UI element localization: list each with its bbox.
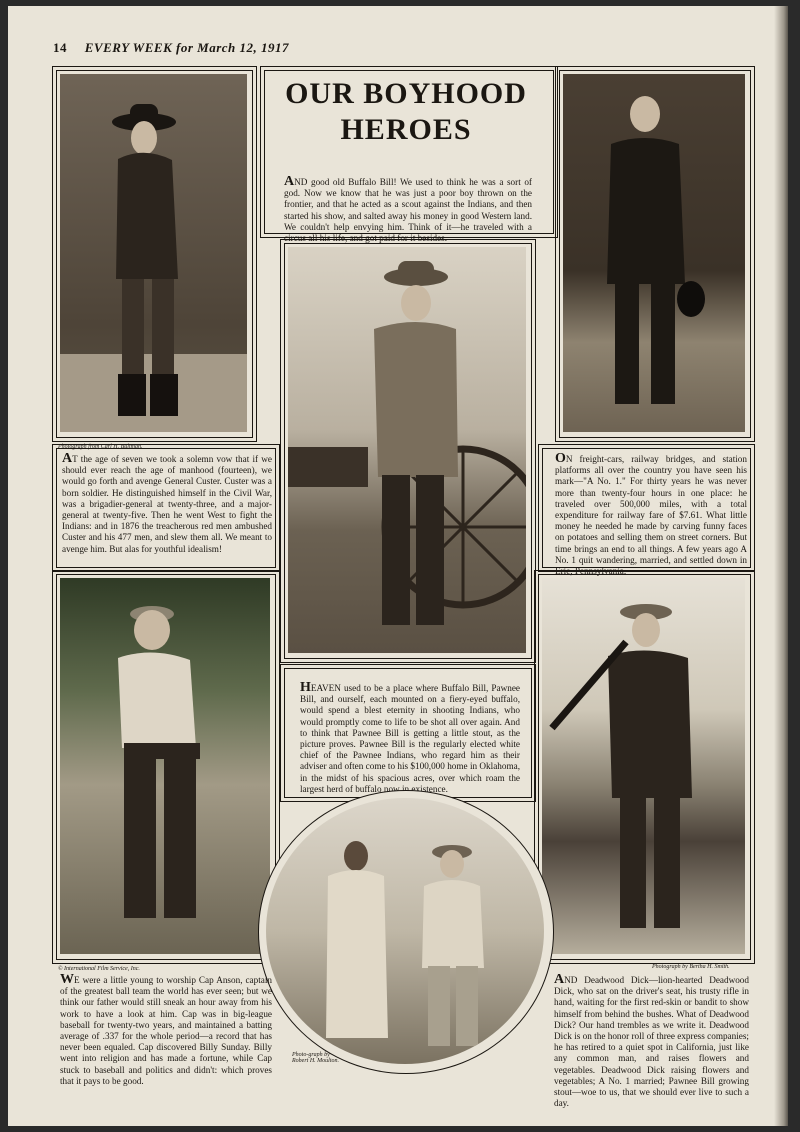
drop-cap: A (284, 174, 295, 189)
buffalo-bill-photo (288, 247, 526, 653)
drop-cap: W (60, 972, 74, 987)
magazine-page (8, 6, 788, 1126)
pawnee-bill-paragraph (300, 682, 520, 795)
custer-photo (60, 74, 247, 432)
paragraph-body: E were a little young to worship Cap Anson, captain of the greatest ball team the world has ever seen; but we think our father would still sneak an hour away from his work to have a look at him. Cap was in big-league baseball for twenty-two years, and maintained a batting average of .337 for the whole period—a record that has never been equaled. Cap discovered Billy Sunday. Billy went into religion and has made a fortune, while Cap stuck to baseball and politics and didn't: which proves that it pays to be good. (60, 975, 272, 1086)
paragraph-body: T the age of seven we took a solemn vow that if we should ever reach the age of manhood (fourteen), we would go forth and avenge General Custer. Custer was a born soldier. He distinguished himself in the Civil War, was a brigadier-general at twenty-three, and a major-general at twenty-five. Then he went West to fight the Indians: and in 1876 the treacherous red men ambushed Custer and his 477 men, and slew them all. We meant to avenge him. But alas for youthful idealism! (62, 454, 272, 554)
title-line-1: OUR BOYHOOD (285, 77, 527, 110)
custer-photo-credit: Photograph from Carl H. Bultman. (58, 444, 143, 450)
page-spine-shadow (774, 6, 788, 1126)
custer-figure (60, 74, 247, 432)
page-number: 14 (53, 40, 67, 55)
issue-date: for March 12, 1917 (176, 40, 290, 55)
magazine-name: EVERY WEEK (84, 40, 173, 55)
paragraph-body: ND Deadwood Dick—lion-hearted Deadwood Dick, who sat on the driver's seat, his trusty rifle in hand, waiting for the first red-skin or bandit to show himself from behind the bushes. What of Deadwood Dick? Our hand trembles as we write it. Deadwood Dick is on the honor roll of three express companies; he has retired to a quiet spot in California, just like any common man, and raises flowers and vegetables. Deadwood Dick raising flowers and vegetables; A No. 1 married; Pawnee Bill growing stout—woe to us, that we should ever live to such a day. (554, 975, 749, 1109)
paragraph-body: EAVEN used to be a place where Buffalo Bill, Pawnee Bill, and ourself, each mounted on a fiery-eyed buffalo, would spend a blest eternity in shooting Indians, who would promptly come to life to be shot all over again. And to think that Pawnee Bill is getting a little stout, as the picture proves. Pawnee Bill is the regularly elected white chief of the Pawnee Indians, who regard him as their adviser and often come to his $100,000 home in Oklahoma, in the midst of his spacious acres, over which roam the largest herd of buffalo now in existence. (300, 683, 520, 794)
pawnee-bill-photo (266, 798, 544, 1064)
pawnee-photo-credit: Photo-graph by Robert H. Moulton. (292, 1052, 339, 1064)
cap-anson-photo (60, 578, 270, 954)
drop-cap: O (555, 451, 566, 466)
deadwood-dick-photo (542, 578, 745, 954)
buffalo-bill-figure (288, 247, 526, 653)
pawnee-bill-figure (266, 798, 544, 1064)
page-header (53, 40, 289, 56)
custer-paragraph (62, 453, 272, 555)
deadwood-dick-figure (542, 578, 745, 954)
drop-cap: A (62, 451, 73, 466)
cap-anson-figure (60, 578, 270, 954)
paragraph-body: ND good old Buffalo Bill! We used to think he was a sort of god. Now we know that he was just a poor boy thrown on the frontier, and that he acted as a scout against the Indians, and then started his show, and salted away his money in good Western land. We couldn't help envying him. Think of it—he traveled with a circus all his life, and got paid for it besides. (284, 177, 532, 244)
deadwood-photo-credit: Photograph by Bertha H. Smith. (652, 964, 730, 970)
drop-cap: H (300, 680, 311, 695)
a-no-1-figure (563, 74, 745, 432)
cap-anson-photo-credit: © International Film Service, Inc. (58, 966, 140, 972)
title-line-2: HEROES (340, 113, 472, 146)
paragraph-body: N freight-cars, railway bridges, and station platforms all over the country you have seen his mark—"A No. 1." For thirty years he was never more than twenty-four hours in one place: he traveled over 500,000 miles, with a total expenditure for railway fare of $7.61. What little money he needed he made by carving funny faces on potatoes and selling them on street corners. But time brings an end to all things. A few years ago A No. 1 quit wandering, married, and settled down in Erie, Pennsylvania. (555, 454, 747, 577)
drop-cap: A (554, 972, 565, 987)
buffalo-bill-paragraph (284, 176, 532, 244)
a-no-1-paragraph (555, 453, 747, 577)
deadwood-dick-paragraph (554, 974, 749, 1109)
cap-anson-paragraph (60, 974, 272, 1087)
a-no-1-photo (563, 74, 745, 432)
